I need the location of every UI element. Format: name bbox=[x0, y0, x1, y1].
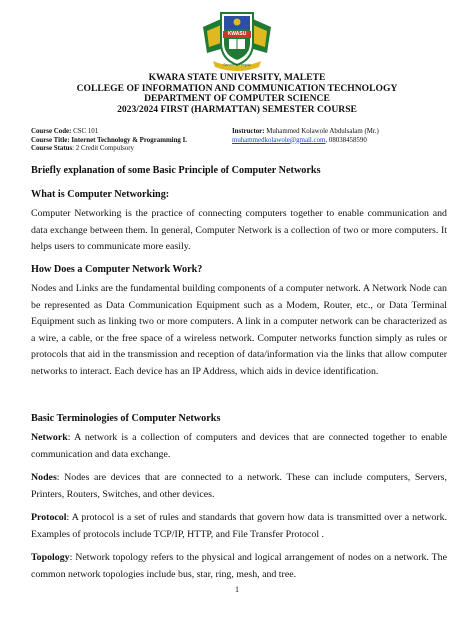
protocol-definition bbox=[31, 510, 447, 543]
logo-motto: Service & Integrity bbox=[223, 63, 251, 67]
what-paragraph: Computer Networking is the practice of connecting computers together to enable communication and data exchange between them. In general, Computer Network is a collection of two or more computers. It helps users to communicate more easily. bbox=[31, 208, 447, 252]
semester-title: 2023/2024 FIRST (HARMATTAN) SEMESTER COURSE bbox=[117, 103, 357, 115]
instructor-name: Muhammed Kolawole Abdulsalam (Mr.) bbox=[264, 128, 379, 135]
how-paragraph: Nodes and Links are the fundamental building components of a computer network. A Network Node can be represented as Data Communication Equipment such as a Modem, Router, etc., or Data Terminal Equipment such as linking two or more computers. A link in a computer network can be characterized as a wire, a cable, or the free space of a wireless network. Computer networks function simply as rules or protocols that aid in the transmission and reception of data/information via the links that allow computer networks to interact. Each device has an IP Address, which aids in device identification. bbox=[31, 283, 447, 377]
course-title-value: : Internet Technology & Programming I. bbox=[67, 136, 187, 144]
intro-heading: Briefly explanation of some Basic Principle of Computer Networks bbox=[31, 165, 321, 176]
department-name: DEPARTMENT OF COMPUTER SCIENCE bbox=[144, 93, 330, 105]
university-name: KWARA STATE UNIVERSITY, MALETE bbox=[148, 72, 326, 83]
course-title-label: Course Title bbox=[31, 136, 68, 144]
page-number: 1 bbox=[235, 585, 239, 594]
network-term: Network bbox=[31, 432, 68, 443]
what-heading: What is Computer Networking: bbox=[31, 189, 170, 200]
document-header bbox=[0, 73, 474, 115]
college-name: COLLEGE OF INFORMATION AND COMMUNICATION TECHNOLOGY bbox=[76, 82, 398, 94]
logo-banner-text: KWASU bbox=[227, 31, 247, 37]
nodes-definition bbox=[31, 470, 447, 503]
course-code-value: CSC 101 bbox=[71, 128, 99, 135]
instructor-phone: , 08038458590 bbox=[325, 136, 367, 144]
kwasu-crest-icon bbox=[199, 9, 275, 71]
nodes-text: : Nodes are devices that are connected to a network. These can include computers, Servers, Printers, Routers, Switches, and other devices. bbox=[31, 472, 447, 500]
course-status-label: Course Status bbox=[31, 145, 73, 153]
course-details bbox=[31, 128, 187, 154]
protocol-text: : A protocol is a set of rules and standards that govern how data is transmitted over a network. Examples of protocols include TCP/IP, HTTP, and File Transfer Protocol . bbox=[31, 512, 447, 540]
network-text: : A network is a collection of computers and devices that are connected together to enable communication and data exchange. bbox=[31, 432, 447, 460]
instructor-details bbox=[232, 128, 379, 145]
university-logo bbox=[199, 9, 275, 71]
instructor-email-link[interactable]: muhammedkolawole@gmail.com bbox=[232, 136, 326, 144]
protocol-term: Protocol bbox=[31, 512, 67, 523]
topology-definition bbox=[31, 550, 447, 583]
terms-heading: Basic Terminologies of Computer Networks bbox=[31, 413, 221, 424]
instructor-label: Instructor: bbox=[232, 128, 265, 135]
course-code-label: Course Code: bbox=[31, 128, 72, 135]
course-status-value: : 2 Credit Compulsory bbox=[72, 145, 134, 153]
topology-text: : Network topology refers to the physical and logical arrangement of nodes on a network. The common network topologies include bus, star, ring, mesh, and tree. bbox=[31, 552, 447, 580]
network-definition bbox=[31, 430, 447, 463]
how-heading: How Does a Computer Network Work? bbox=[31, 264, 203, 275]
nodes-term: Nodes bbox=[31, 472, 57, 483]
topology-term: Topology bbox=[31, 552, 70, 563]
